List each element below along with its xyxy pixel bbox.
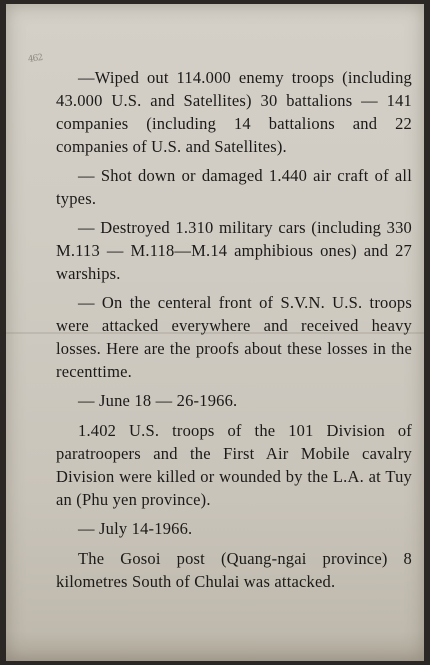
worn-bottom-edge (6, 631, 424, 661)
paragraph-tuy-an-losses: 1.402 U.S. troops of the 101 Division of paratroopers and the First Air Mobile cavalry Division were killed or wounded by the L.A. at Tuy an (Phu yen province). (56, 421, 412, 509)
paragraph-troops-wiped-out: —Wiped out 114.000 enemy troops (including 43.000 U.S. and Satellites) 30 battalions — 141 companies (including 14 battalions and 22 companies of U.S. and Satellites). (56, 68, 412, 156)
paragraph-gosoi-post: The Gosoi post (Quang-ngai province) 8 kilometres South of Chulai was attacked. (56, 549, 412, 591)
margin-pencil-mark: 462 (27, 53, 43, 65)
leaflet-page (6, 4, 424, 661)
paragraph-vehicles-destroyed: — Destroyed 1.310 military cars (including 330 M.113 — M.118—M.14 amphibious ones) and 27 warships. (56, 218, 412, 283)
date-july-1966: — July 14-1966. (78, 519, 193, 538)
date-june-1966: — June 18 — 26-1966. (78, 391, 238, 410)
leaflet-text (56, 66, 412, 599)
paragraph-aircraft-shot-down: — Shot down or damaged 1.440 air craft of all types. (56, 166, 412, 208)
paragraph-central-front: — On the centeral front of S.V.N. U.S. troops were attacked everywhere and received heavy losses. Here are the proofs about these losses in the recenttime. (56, 293, 412, 381)
